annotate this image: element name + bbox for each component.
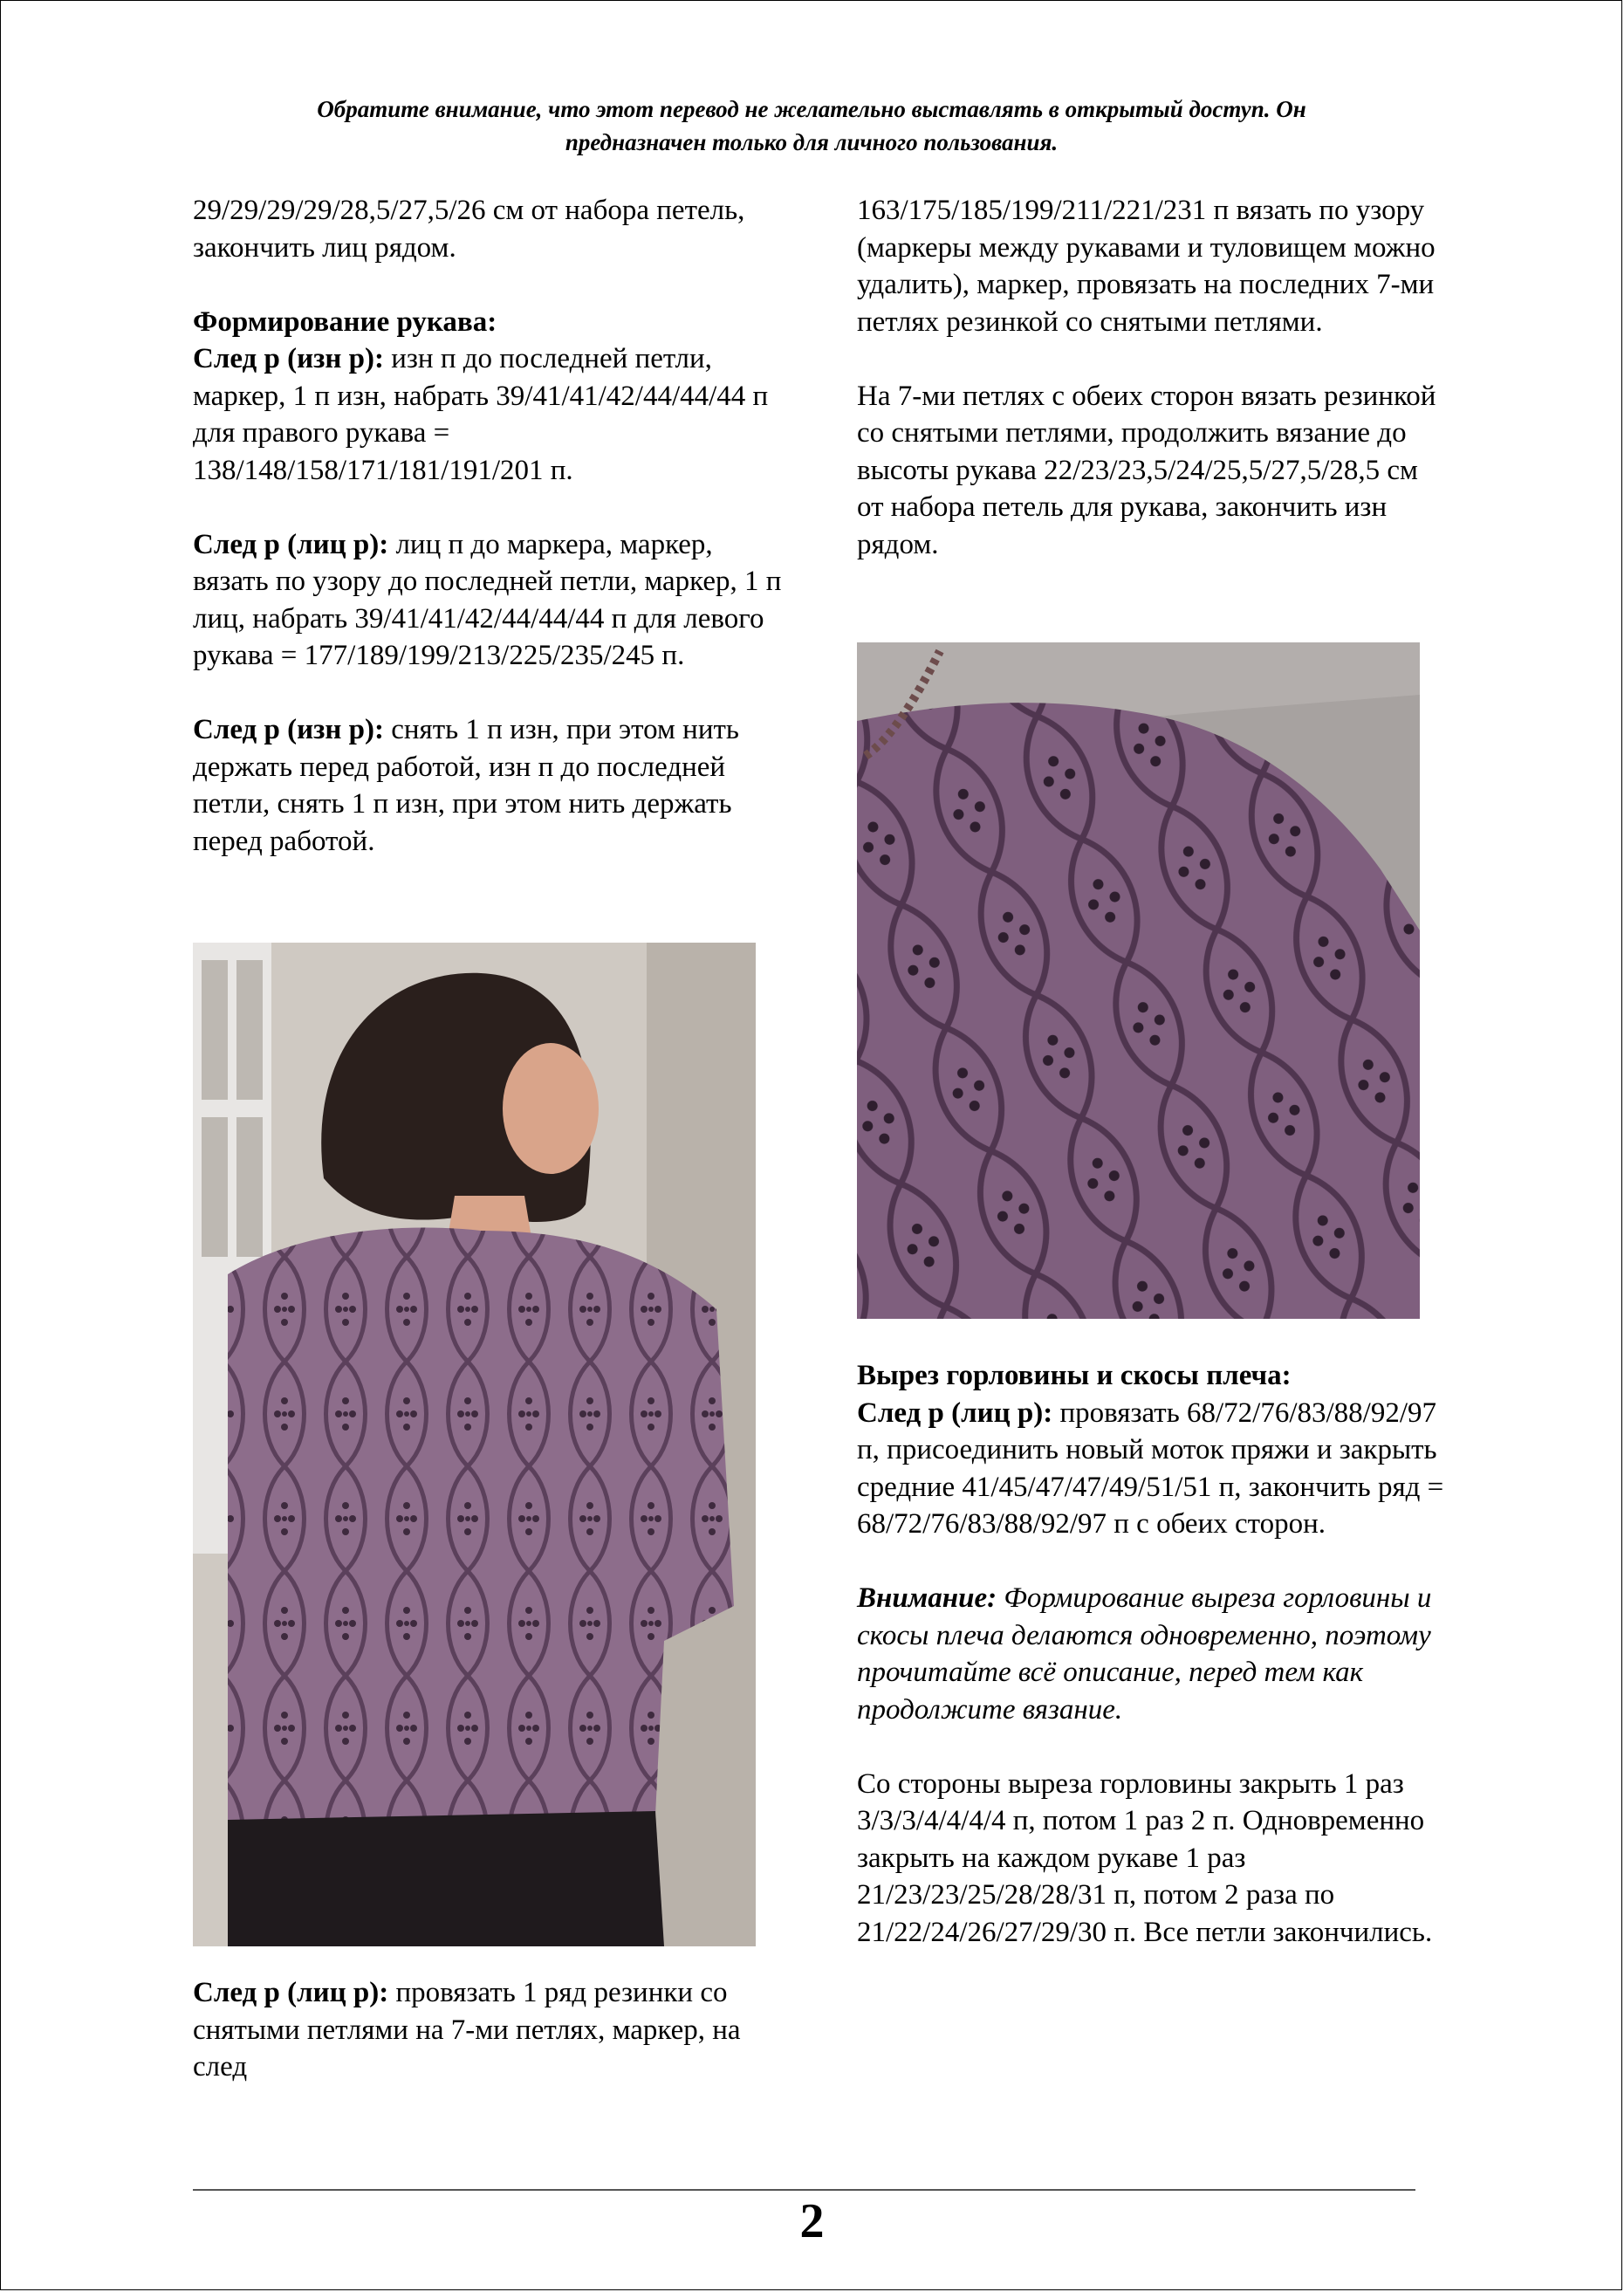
left-column-bottom — [193, 1974, 786, 2123]
paragraph-final: Со стороны выреза горловины закрыть 1 раз 3/3/3/4/4/4/4 п, потом 1 раз 2 п. Одновременно закрыть на каждом рукаве 1 раз 21/23/23/25/28/28/31 п, потом 2 раза по 21/22/24/26/27/29/30 п. Все петли закончились. — [857, 1767, 1433, 1948]
left-column-top — [193, 192, 786, 897]
row-text: лиц п до маркера, маркер, вязать по узору до последней петли, маркер, 1 п лиц, набрать 39/41/41/42/44/44/44 п для левого рукава = 177/189/199/213/225/235/245 п. — [193, 528, 782, 671]
row-text: снять 1 п изн, при этом нить держать перед работой, изн п до последней петли, снять 1 п изн, при этом нить держать перед работой. — [193, 714, 739, 857]
attention-text: Формирование выреза горловины и скосы плеча делаются одновременно, поэтому прочитайте всё описание, перед тем как продолжите вязание. — [857, 1582, 1432, 1726]
row-paragraph — [193, 1974, 786, 2086]
translation-notice — [131, 93, 1492, 159]
sweater-closeup-illustration — [857, 642, 1420, 1319]
row-label: След р (изн р): — [193, 343, 384, 374]
row-text: изн п до последней петли, маркер, 1 п изн, набрать 39/41/41/42/44/44/44 п для правого рукава = 138/148/158/171/181/191/201 п. — [193, 343, 769, 486]
neck-section — [857, 1357, 1450, 1543]
attention-note — [857, 1580, 1450, 1728]
sleeve-heading: Формирование рукава: — [193, 305, 497, 338]
page-number: 2 — [799, 2194, 825, 2248]
right-column-bottom — [857, 1357, 1450, 1988]
paragraph-pattern: 163/175/185/199/211/221/231 п вязать по узору (маркеры между рукавами и туловищем можно удалить), маркер, провязать на последних 7-ми петлях резинкой со снятыми петлями. — [857, 195, 1436, 338]
right-column-top — [857, 192, 1450, 600]
attention-label: Внимание: — [857, 1582, 997, 1614]
row-label: След р (лиц р): — [857, 1396, 1053, 1429]
notice-line-2: предназначен только для личного пользования. — [565, 129, 1059, 155]
sweater-closeup-photo — [857, 642, 1420, 1319]
sleeve-section — [193, 304, 786, 490]
paragraph-edge: На 7-ми петлях с обеих сторон вязать резинкой со снятыми петлями, продолжить вязание до высоты рукава 22/23/23,5/24/25,5/27,5/28,5 см от набора петель для рукава, закончить изн рядом. — [857, 380, 1436, 560]
row-paragraph — [193, 711, 786, 860]
neck-heading: Вырез горловины и скосы плеча: — [857, 1360, 1292, 1391]
row-text: провязать 1 ряд резинки со снятыми петлями на 7-ми петлях, маркер, на след — [193, 1977, 741, 2083]
sweater-back-photo — [193, 943, 756, 1946]
notice-line-1: Обратите внимание, что этот перевод не желательно выставлять в открытый доступ. Он — [317, 96, 1306, 122]
row-paragraph — [193, 526, 786, 675]
sweater-back-illustration — [193, 943, 756, 1946]
paragraph-cm: 29/29/29/29/28,5/27,5/26 см от набора петель, закончить лиц рядом. — [193, 195, 745, 264]
row-label: След р (изн р): — [193, 714, 384, 745]
row-text: провязать 68/72/76/83/88/92/97 п, присоединить новый моток пряжи и закрыть средние 41/45/47/47/49/51/51 п, закончить ряд = 68/72/76/83/88/92/97 п с обеих сторон. — [857, 1396, 1444, 1540]
row-label: След р (лиц р): — [193, 528, 389, 560]
row-label: След р (лиц р): — [193, 1977, 389, 2008]
